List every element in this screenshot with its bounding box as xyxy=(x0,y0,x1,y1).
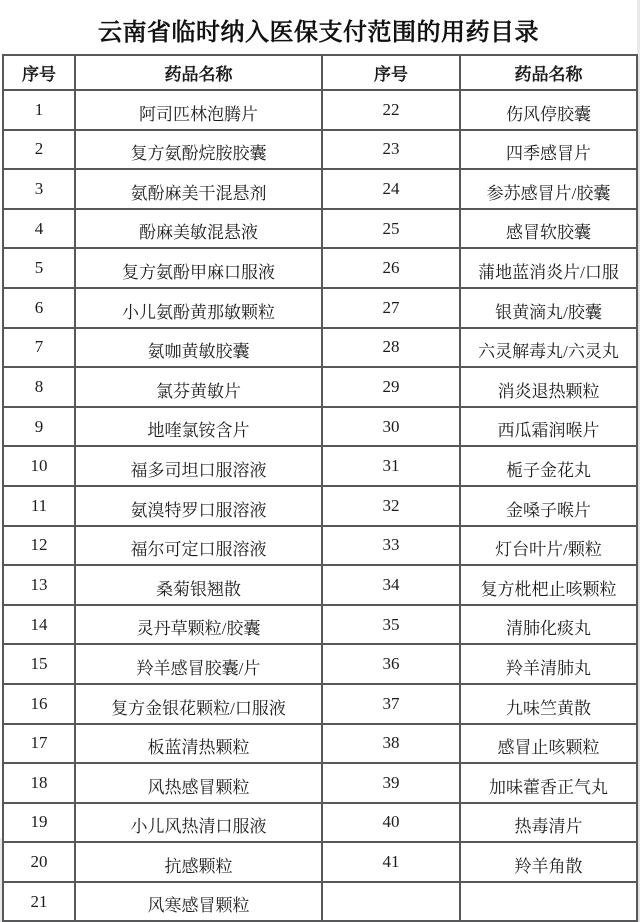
row-serial-number: 5 xyxy=(3,248,75,288)
row-drug-name: 消炎退热颗粒 xyxy=(460,367,637,407)
drug-table-left-header xyxy=(3,55,322,90)
table-row xyxy=(3,328,322,368)
row-serial-number: 10 xyxy=(3,446,75,486)
tables-container xyxy=(2,54,634,922)
table-row xyxy=(3,169,322,209)
row-serial-number: 3 xyxy=(3,169,75,209)
table-row xyxy=(322,446,637,486)
row-serial-number: 33 xyxy=(322,526,460,566)
row-serial-number: 19 xyxy=(3,803,75,843)
table-row xyxy=(322,565,637,605)
table-row xyxy=(3,565,322,605)
row-drug-name: 银黄滴丸/胶囊 xyxy=(460,288,637,328)
table-row xyxy=(3,248,322,288)
row-drug-name: 风热感冒颗粒 xyxy=(75,763,322,803)
table-row xyxy=(322,328,637,368)
table-row xyxy=(322,248,637,288)
row-drug-name: 九味竺黄散 xyxy=(460,684,637,724)
row-serial-number: 8 xyxy=(3,367,75,407)
table-row xyxy=(3,605,322,645)
row-serial-number: 15 xyxy=(3,644,75,684)
row-serial-number: 14 xyxy=(3,605,75,645)
table-row xyxy=(3,882,322,922)
row-drug-name: 伤风停胶囊 xyxy=(460,90,637,130)
column-header-serial-number: 序号 xyxy=(322,55,460,90)
header-row xyxy=(3,55,322,90)
table-row xyxy=(322,763,637,803)
row-drug-name: 感冒软胶囊 xyxy=(460,209,637,249)
table-row xyxy=(3,644,322,684)
row-drug-name: 西瓜霜润喉片 xyxy=(460,407,637,447)
row-drug-name: 四季感冒片 xyxy=(460,130,637,170)
row-drug-name: 抗感颗粒 xyxy=(75,842,322,882)
row-serial-number: 12 xyxy=(3,526,75,566)
drug-table-left-body xyxy=(3,90,322,921)
table-row xyxy=(322,169,637,209)
row-serial-number xyxy=(322,882,460,922)
row-serial-number: 32 xyxy=(322,486,460,526)
row-drug-name: 复方氨酚烷胺胶囊 xyxy=(75,130,322,170)
row-drug-name: 氨酚麻美干混悬剂 xyxy=(75,169,322,209)
row-serial-number: 18 xyxy=(3,763,75,803)
row-serial-number: 39 xyxy=(322,763,460,803)
table-row xyxy=(3,209,322,249)
row-drug-name: 栀子金花丸 xyxy=(460,446,637,486)
row-drug-name: 羚羊角散 xyxy=(460,842,637,882)
drug-table-right-body xyxy=(322,90,637,921)
column-header-drug-name: 药品名称 xyxy=(460,55,637,90)
table-row xyxy=(3,684,322,724)
row-drug-name: 氨溴特罗口服溶液 xyxy=(75,486,322,526)
row-serial-number: 22 xyxy=(322,90,460,130)
row-serial-number: 31 xyxy=(322,446,460,486)
row-drug-name: 灵丹草颗粒/胶囊 xyxy=(75,605,322,645)
row-drug-name: 小儿氨酚黄那敏颗粒 xyxy=(75,288,322,328)
row-serial-number: 36 xyxy=(322,644,460,684)
row-serial-number: 2 xyxy=(3,130,75,170)
table-row xyxy=(3,803,322,843)
table-row xyxy=(322,842,637,882)
row-serial-number: 25 xyxy=(322,209,460,249)
table-row xyxy=(322,407,637,447)
row-serial-number: 13 xyxy=(3,565,75,605)
table-row xyxy=(322,644,637,684)
row-drug-name: 六灵解毒丸/六灵丸 xyxy=(460,328,637,368)
row-drug-name: 复方氨酚甲麻口服液 xyxy=(75,248,322,288)
row-serial-number: 23 xyxy=(322,130,460,170)
table-row xyxy=(3,526,322,566)
row-drug-name: 板蓝清热颗粒 xyxy=(75,724,322,764)
row-drug-name: 复方枇杷止咳颗粒 xyxy=(460,565,637,605)
table-row xyxy=(322,486,637,526)
row-drug-name: 复方金银花颗粒/口服液 xyxy=(75,684,322,724)
table-row xyxy=(3,842,322,882)
row-drug-name: 加味藿香正气丸 xyxy=(460,763,637,803)
row-drug-name xyxy=(460,882,637,922)
row-drug-name: 地喹氯铵含片 xyxy=(75,407,322,447)
table-row xyxy=(322,803,637,843)
table-row xyxy=(322,130,637,170)
table-row xyxy=(322,288,637,328)
row-drug-name: 参苏感冒片/胶囊 xyxy=(460,169,637,209)
table-row xyxy=(322,684,637,724)
row-serial-number: 17 xyxy=(3,724,75,764)
row-serial-number: 1 xyxy=(3,90,75,130)
table-row xyxy=(322,209,637,249)
drug-table-left xyxy=(2,54,323,922)
table-row xyxy=(322,882,637,922)
table-row xyxy=(3,446,322,486)
page-title: 云南省临时纳入医保支付范围的用药目录 xyxy=(98,19,539,46)
row-drug-name: 清肺化痰丸 xyxy=(460,605,637,645)
table-row xyxy=(3,367,322,407)
row-serial-number: 34 xyxy=(322,565,460,605)
row-serial-number: 26 xyxy=(322,248,460,288)
row-serial-number: 6 xyxy=(3,288,75,328)
row-drug-name: 氨咖黄敏胶囊 xyxy=(75,328,322,368)
row-drug-name: 感冒止咳颗粒 xyxy=(460,724,637,764)
row-serial-number: 29 xyxy=(322,367,460,407)
row-drug-name: 灯台叶片/颗粒 xyxy=(460,526,637,566)
table-row xyxy=(322,605,637,645)
row-serial-number: 20 xyxy=(3,842,75,882)
row-drug-name: 福尔可定口服溶液 xyxy=(75,526,322,566)
row-drug-name: 小儿风热清口服液 xyxy=(75,803,322,843)
table-row xyxy=(3,724,322,764)
row-serial-number: 37 xyxy=(322,684,460,724)
table-row xyxy=(322,724,637,764)
table-row xyxy=(322,526,637,566)
table-row xyxy=(3,130,322,170)
row-serial-number: 4 xyxy=(3,209,75,249)
table-row xyxy=(322,90,637,130)
table-row xyxy=(3,90,322,130)
table-row xyxy=(3,763,322,803)
table-row xyxy=(3,288,322,328)
row-drug-name: 风寒感冒颗粒 xyxy=(75,882,322,922)
row-serial-number: 28 xyxy=(322,328,460,368)
row-serial-number: 21 xyxy=(3,882,75,922)
row-drug-name: 蒲地蓝消炎片/口服 xyxy=(460,248,637,288)
table-row xyxy=(3,407,322,447)
row-drug-name: 桑菊银翘散 xyxy=(75,565,322,605)
row-serial-number: 24 xyxy=(322,169,460,209)
row-serial-number: 30 xyxy=(322,407,460,447)
header-row xyxy=(322,55,637,90)
row-drug-name: 氯芬黄敏片 xyxy=(75,367,322,407)
row-serial-number: 38 xyxy=(322,724,460,764)
row-drug-name: 福多司坦口服溶液 xyxy=(75,446,322,486)
row-serial-number: 9 xyxy=(3,407,75,447)
row-serial-number: 16 xyxy=(3,684,75,724)
column-header-drug-name: 药品名称 xyxy=(75,55,322,90)
row-drug-name: 羚羊感冒胶囊/片 xyxy=(75,644,322,684)
drug-table-right xyxy=(321,54,638,922)
row-serial-number: 11 xyxy=(3,486,75,526)
table-row xyxy=(322,367,637,407)
row-serial-number: 35 xyxy=(322,605,460,645)
row-serial-number: 7 xyxy=(3,328,75,368)
row-drug-name: 酚麻美敏混悬液 xyxy=(75,209,322,249)
row-drug-name: 阿司匹林泡腾片 xyxy=(75,90,322,130)
row-drug-name: 羚羊清肺丸 xyxy=(460,644,637,684)
row-serial-number: 27 xyxy=(322,288,460,328)
column-header-serial-number: 序号 xyxy=(3,55,75,90)
row-serial-number: 40 xyxy=(322,803,460,843)
row-drug-name: 金嗓子喉片 xyxy=(460,486,637,526)
drug-table-right-header xyxy=(322,55,637,90)
row-drug-name: 热毒清片 xyxy=(460,803,637,843)
table-row xyxy=(3,486,322,526)
row-serial-number: 41 xyxy=(322,842,460,882)
